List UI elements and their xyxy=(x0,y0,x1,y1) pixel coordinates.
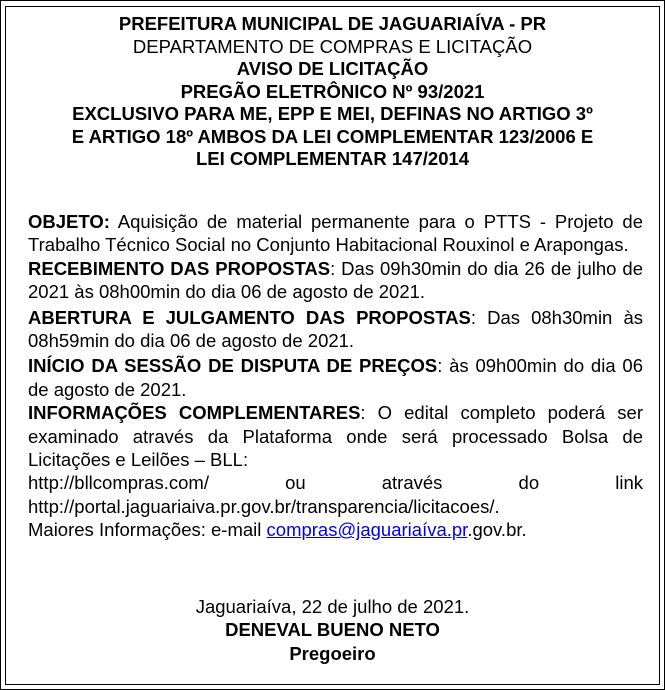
document-header xyxy=(5,13,660,171)
inicio-paragraph xyxy=(28,354,643,401)
department-title: DEPARTAMENTO DE COMPRAS E LICITAÇÃO xyxy=(132,35,533,57)
email-suffix: .gov.br. xyxy=(467,519,527,541)
link-word-ou: ou xyxy=(285,472,306,494)
link-word-do: do xyxy=(518,472,540,494)
exclusive-line-2: E ARTIGO 18º AMBOS DA LEI COMPLEMENTAR 123/2006 E xyxy=(71,125,594,147)
email-link[interactable]: compras@jaguariaíva.pr xyxy=(266,519,468,541)
objeto-label: OBJETO: xyxy=(28,211,110,232)
informacoes-paragraph xyxy=(28,401,643,471)
contact-prefix: Maiores Informações: e-mail xyxy=(28,519,267,541)
recebimento-text: : Das 09h30min do dia 26 de julho de 2021 às 08h00min do dia 06 de agosto de 2021. xyxy=(28,257,643,303)
signer-role: Pregoeiro xyxy=(289,642,376,664)
abertura-text: : Das 08h30min às 08h59min do dia 06 de agosto de 2021. xyxy=(28,306,643,352)
abertura-paragraph xyxy=(28,306,643,353)
objeto-paragraph xyxy=(28,210,643,257)
abertura-label: ABERTURA E JULGAMENTO DAS PROPOSTAS xyxy=(28,306,471,328)
inicio-text: : às 09h00min do dia 06 de agosto de 2021. xyxy=(28,355,643,400)
recebimento-label: RECEBIMENTO DAS PROPOSTAS xyxy=(28,257,331,279)
auction-number: PREGÃO ELETRÔNICO Nº 93/2021 xyxy=(180,80,485,102)
link-word-atraves: através xyxy=(381,472,443,494)
informacoes-label: INFORMAÇÕES COMPLEMENTARES xyxy=(28,402,361,424)
recebimento-paragraph xyxy=(28,257,643,304)
notice-title: AVISO DE LICITAÇÃO xyxy=(236,58,429,79)
bll-link-line xyxy=(28,471,643,494)
objeto-text: Aquisição de material permanente para o PTTS - Projeto de Trabalho Técnico Social no Conjunto Habitacional Rouxinol e Arapongas. xyxy=(28,211,643,256)
exclusive-line-3: LEI COMPLEMENTAR 147/2014 xyxy=(195,148,470,169)
exclusive-line-1: EXCLUSIVO PARA ME, EPP E MEI, DEFINAS NO ARTIGO 3º xyxy=(72,103,593,124)
portal-url-link[interactable]: http://portal.jaguariaiva.pr.gov.br/transparencia/licitacoes/. xyxy=(28,495,500,517)
document-body xyxy=(28,210,643,542)
contact-line xyxy=(28,518,643,541)
place-date: Jaguariaíva, 22 de julho de 2021. xyxy=(195,596,470,617)
inicio-label: INÍCIO DA SESSÃO DE DISPUTA DE PREÇOS xyxy=(28,355,438,377)
municipality-title: PREFEITURA MUNICIPAL DE JAGUARIAÍVA - PR xyxy=(118,13,547,34)
bll-url-link[interactable]: http://bllcompras.com/ xyxy=(28,472,209,494)
informacoes-text: : O edital completo poderá ser examinado através da Plataforma onde será processado Bolsa de Licitações e Leilões – BLL: xyxy=(28,402,644,471)
link-word-link: link xyxy=(615,472,643,494)
signer-name: DENEVAL BUENO NETO xyxy=(225,619,440,641)
document-footer xyxy=(5,595,660,665)
